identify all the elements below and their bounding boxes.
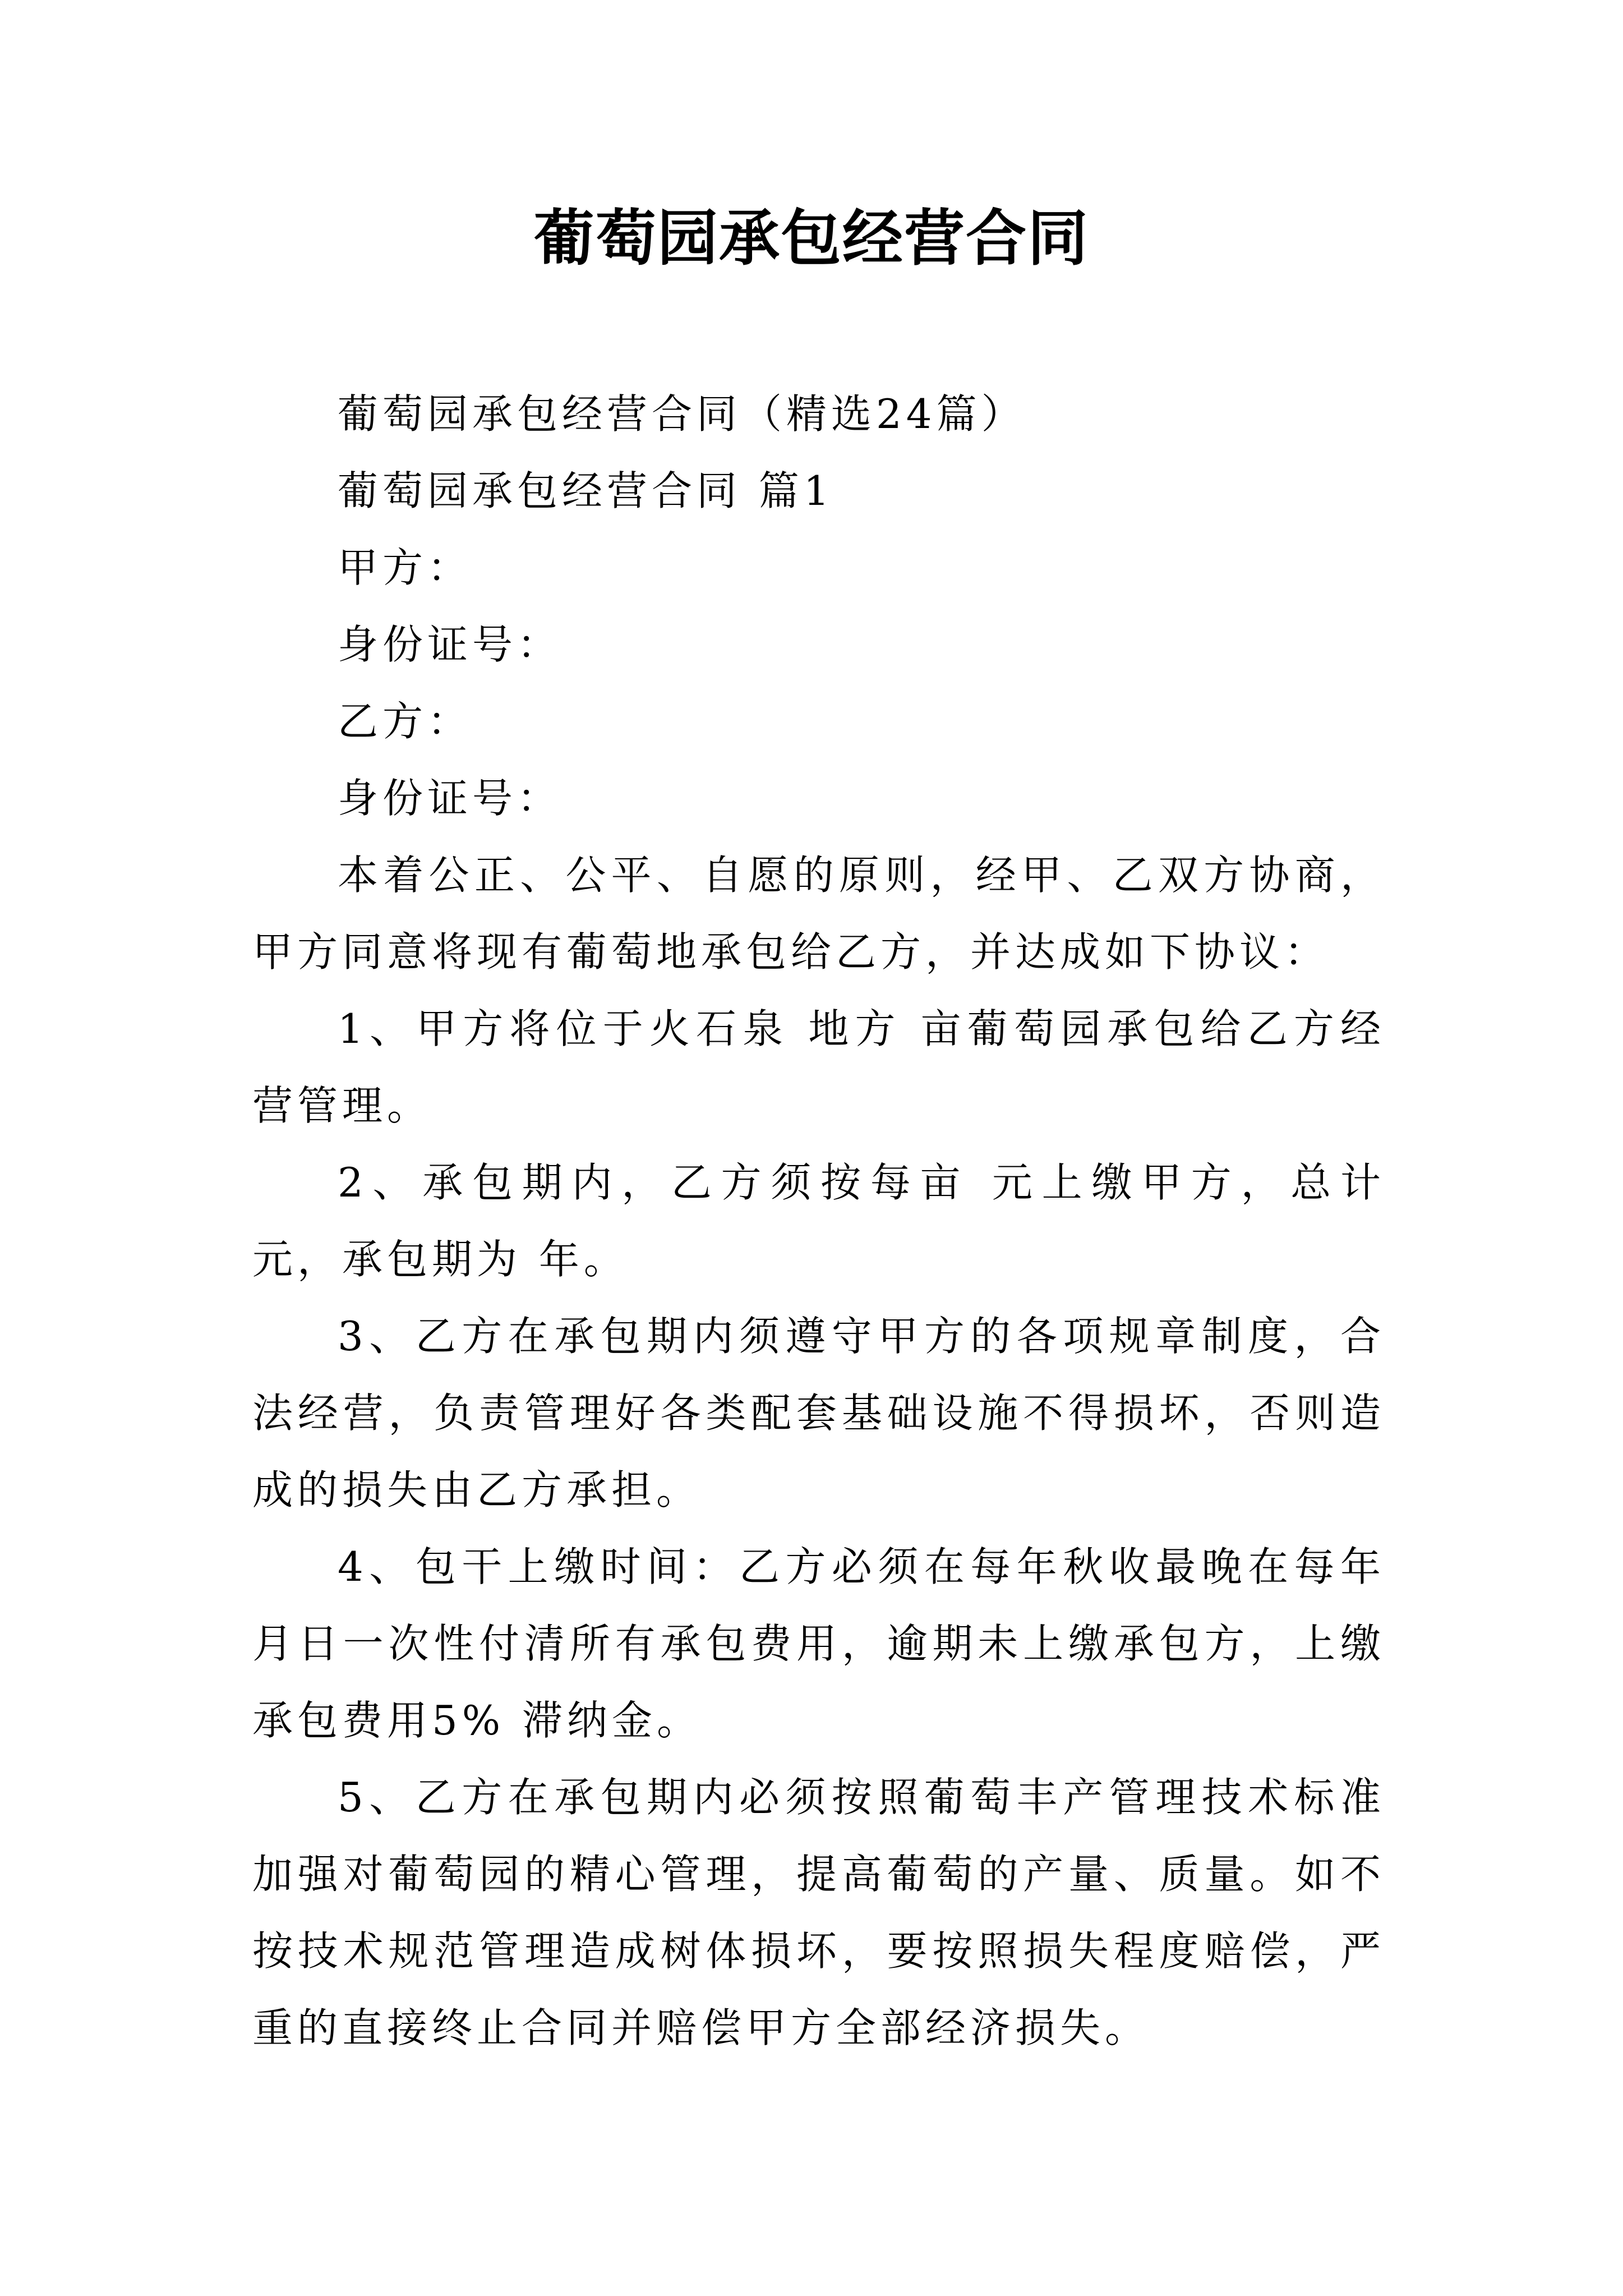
paragraph-clause-5: 5、乙方在承包期内必须按照葡萄丰产管理技术标准加强对葡萄园的精心管理，提高葡萄的产量、质量。如不按技术规范管理造成树体损坏，要按照损失程度赔偿，严重的直接终止合同并赔偿甲方全部经济损失。 <box>252 1774 1385 2051</box>
paragraph-clause-1: 1、甲方将位于火石泉 地方 亩葡萄园承包给乙方经营管理。 <box>252 1005 1385 1129</box>
paragraph-party-b-id: 身份证号： <box>338 775 562 822</box>
paragraph-clause-3: 3、乙方在承包期内须遵守甲方的各项规章制度，合法经营，负责管理好各类配套基础设施不得损坏，否则造成的损失由乙方承担。 <box>252 1313 1385 1513</box>
paragraph-section-heading: 葡萄园承包经营合同 篇1 <box>338 467 834 514</box>
paragraph-preamble: 本着公正、公平、自愿的原则，经甲、乙双方协商，甲方同意将现有葡萄地承包给乙方，并达成如下协议： <box>252 852 1385 976</box>
document-title: 葡萄园承包经营合同 <box>533 203 1089 274</box>
paragraph-clause-2: 2、承包期内，乙方须按每亩 元上缴甲方，总计 元，承包期为 年。 <box>252 1159 1385 1283</box>
paragraph-subtitle: 葡萄园承包经营合同（精选24篇） <box>338 390 1026 438</box>
document-body <box>252 376 1385 2067</box>
paragraph-clause-4: 4、包干上缴时间：乙方必须在每年秋收最晚在每年 月日一次性付清所有承包费用，逾期未上缴承包方，上缴承包费用5% 滞纳金。 <box>252 1543 1385 1744</box>
paragraph-party-a-id: 身份证号： <box>338 621 562 668</box>
paragraph-party-b: 乙方： <box>338 698 473 745</box>
paragraph-party-a: 甲方： <box>338 544 473 591</box>
